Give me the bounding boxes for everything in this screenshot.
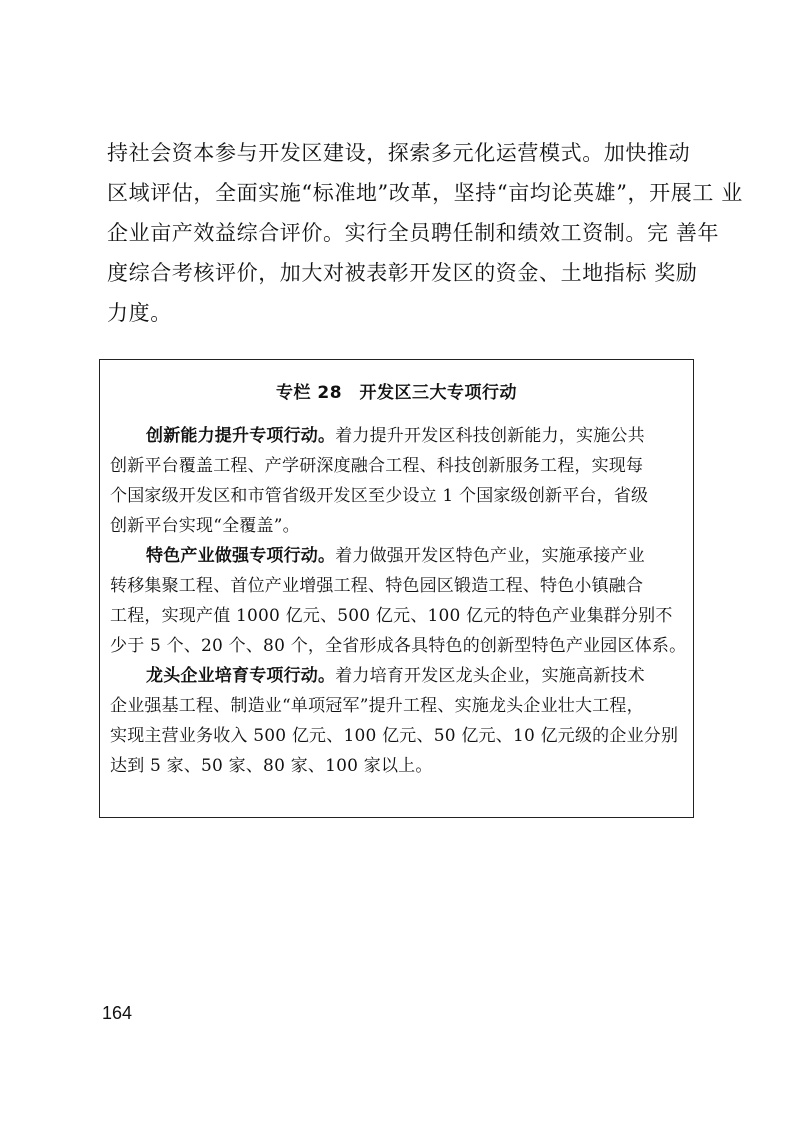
section-line: 创新平台实现“全覆盖”。 — [110, 516, 300, 536]
section-line: 个国家级开发区和市管省级开发区至少设立 1 个国家级创新平台，省级 — [110, 486, 649, 506]
section-lead: 龙头企业培育专项行动。 — [146, 666, 336, 686]
section-line: 达到 5 家、50 家、80 家、100 家以上。 — [110, 756, 433, 776]
intro-line: 力度。 — [107, 301, 172, 325]
intro-paragraph — [107, 140, 743, 340]
box-title: 专栏 28 开发区三大专项行动 — [275, 383, 518, 403]
section-text: 着力做强开发区特色产业，实施承接产业 — [335, 546, 645, 566]
section-lead: 特色产业做强专项行动。 — [146, 546, 336, 566]
section-line: 企业强基工程、制造业“单项冠军”提升工程、实施龙头企业壮大工程， — [110, 696, 644, 716]
box-body — [110, 425, 695, 785]
section-text: 着力提升开发区科技创新能力，实施公共 — [335, 426, 645, 446]
intro-line: 度综合考核评价，加大对被表彰开发区的资金、土地指标 奖励 — [107, 261, 698, 285]
section-line: 工程，实现产值 1000 亿元、500 亿元、100 亿元的特色产业集群分别不 — [110, 606, 673, 626]
special-column-box — [99, 359, 694, 818]
page-number: 164 — [102, 1003, 133, 1023]
section-text: 着力培育开发区龙头企业，实施高新技术 — [335, 666, 645, 686]
intro-line: 区域评估，全面实施“标准地”改革，坚持“亩均论英雄”，开展工 业 — [107, 181, 743, 205]
intro-line: 持社会资本参与开发区建设，探索多元化运营模式。加快推动 — [107, 141, 691, 165]
section-first-line — [110, 665, 695, 687]
section-line: 创新平台覆盖工程、产学研深度融合工程、科技创新服务工程，实现每 — [110, 456, 644, 476]
section-line: 实现主营业务收入 500 亿元、100 亿元、50 亿元、10 亿元级的企业分别 — [110, 726, 679, 746]
intro-line: 企业亩产效益综合评价。实行全员聘任制和绩效工资制。完 善年 — [107, 221, 720, 245]
section-line: 转移集聚工程、首位产业增强工程、特色园区锻造工程、特色小镇融合 — [110, 576, 644, 596]
section-first-line — [110, 545, 695, 567]
section-first-line — [110, 425, 695, 447]
section-line: 少于 5 个、20 个、80 个，全省形成各具特色的创新型特色产业园区体系。 — [110, 636, 687, 656]
section-lead: 创新能力提升专项行动。 — [146, 426, 336, 446]
